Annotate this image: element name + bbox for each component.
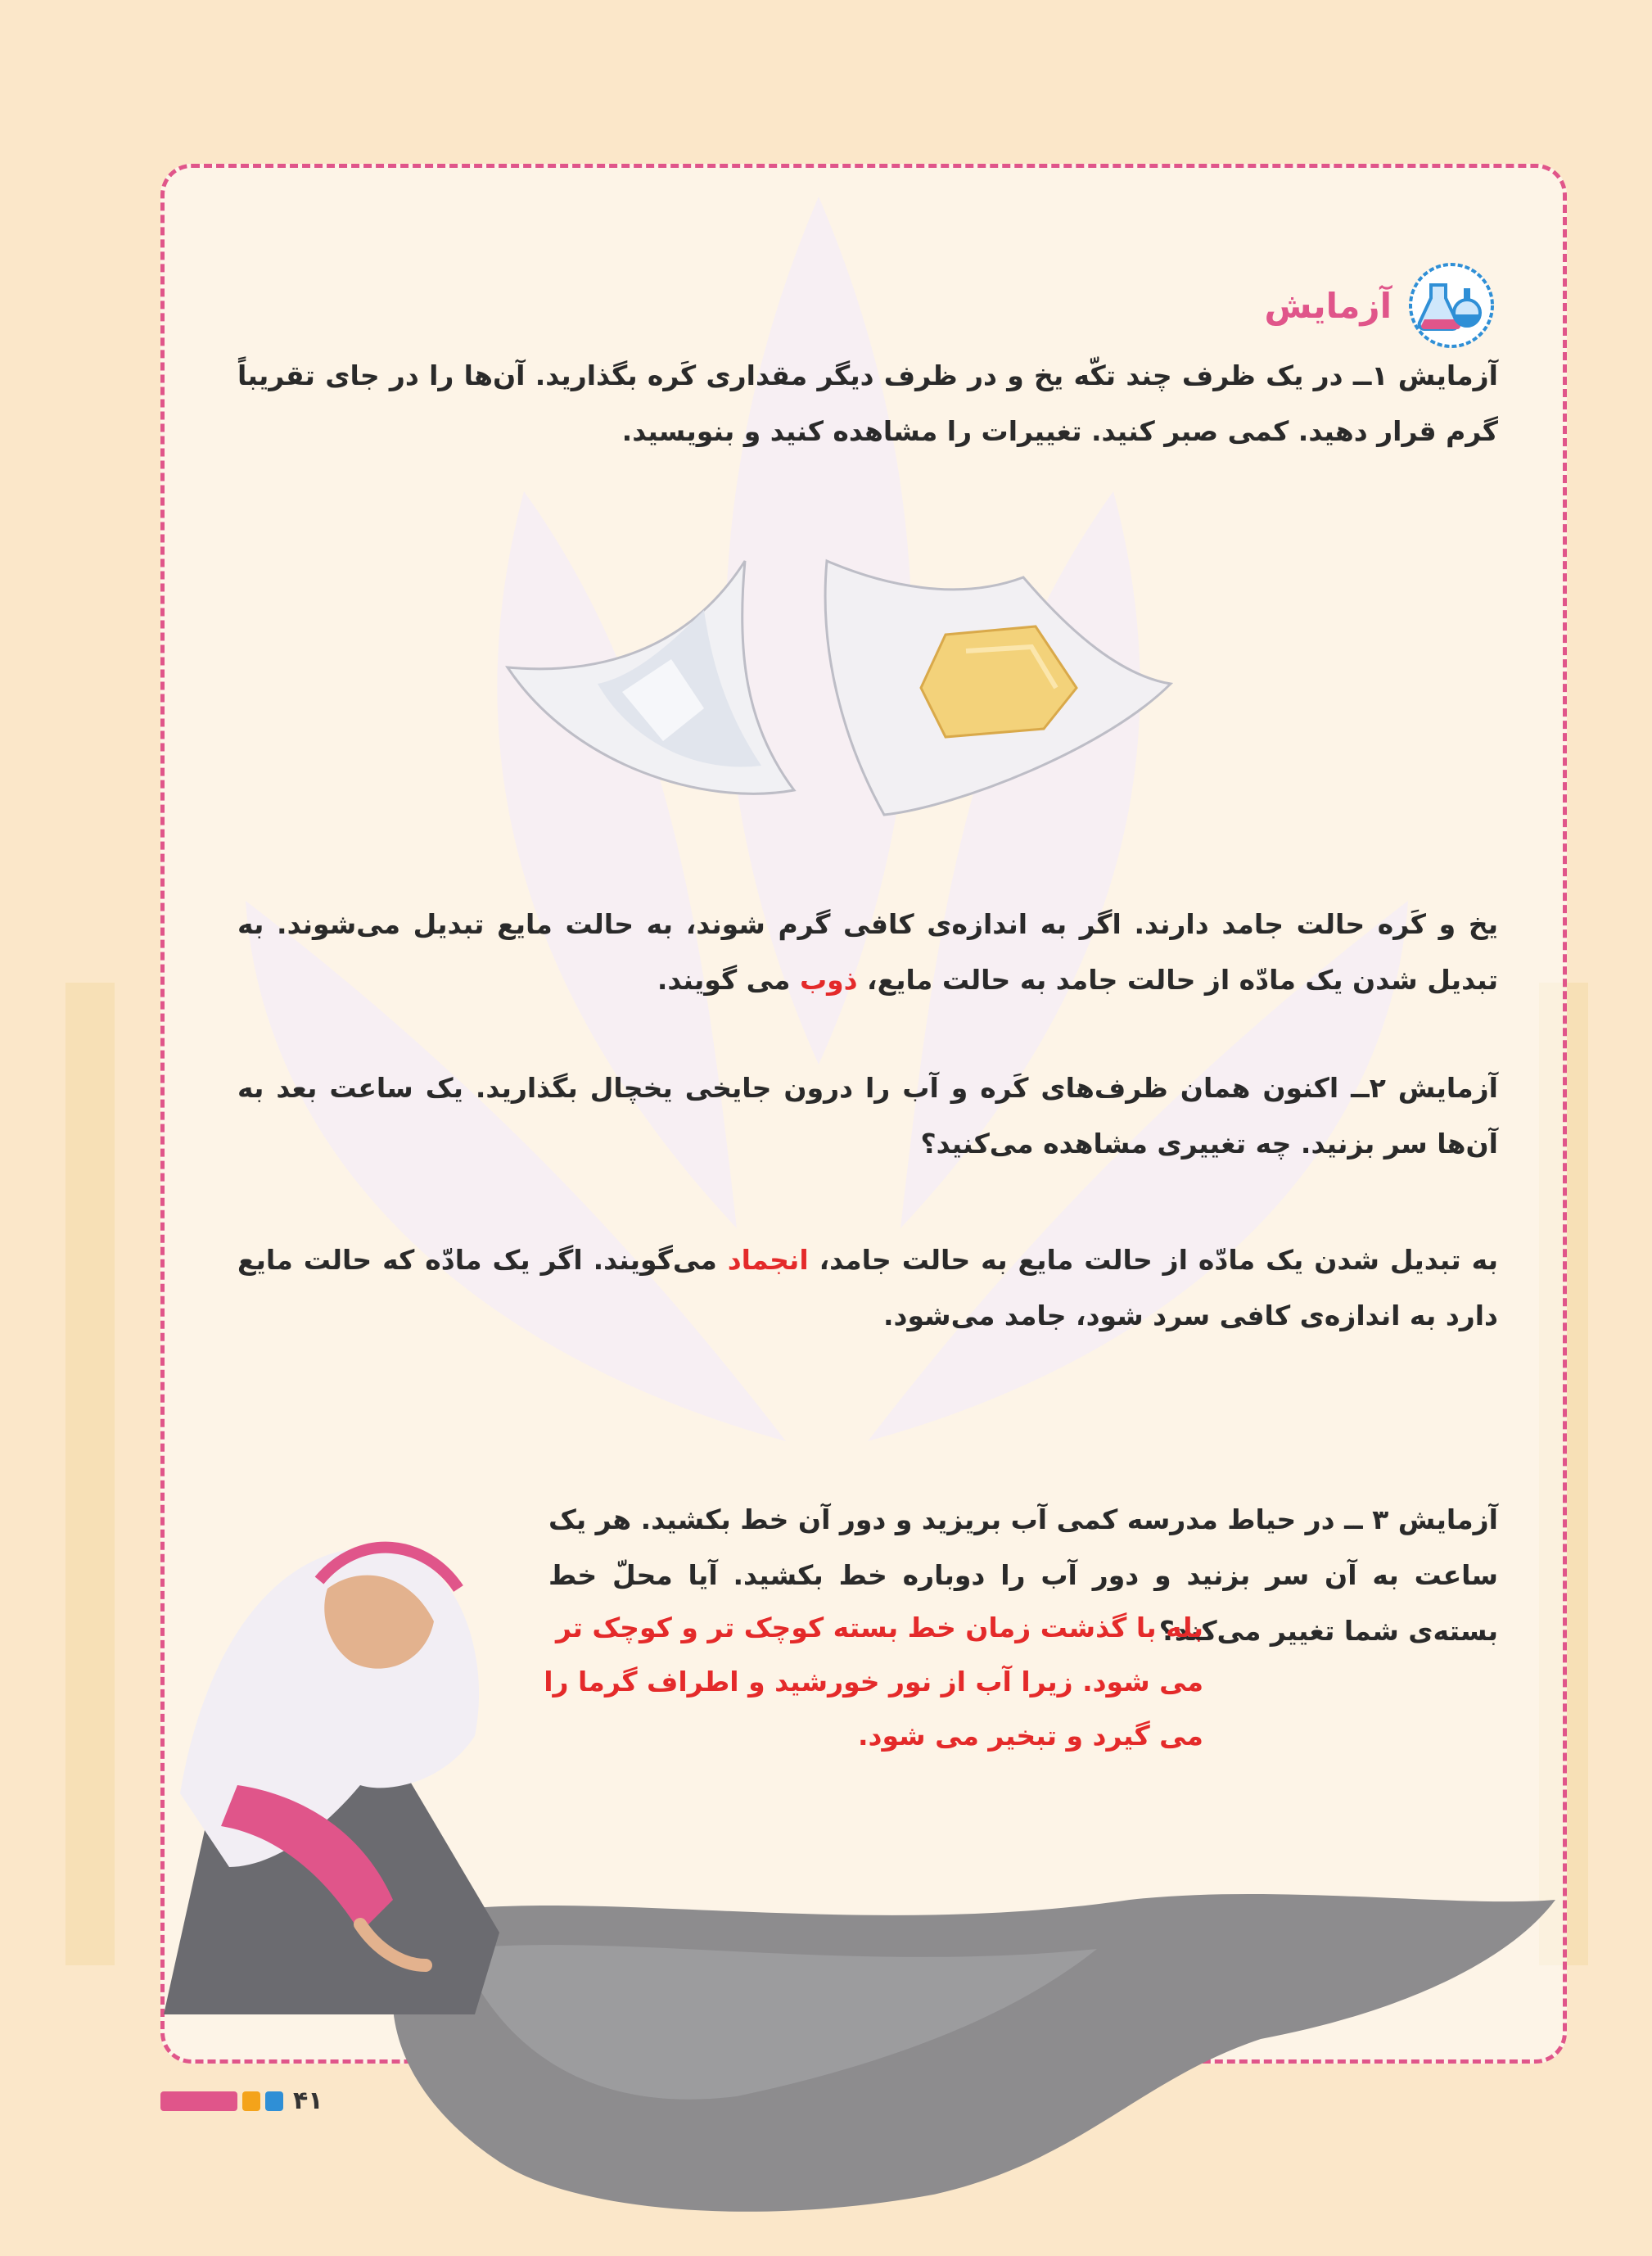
ice-butter-bowls-image [499, 512, 1179, 839]
term-freezing: انجماد [727, 1244, 809, 1276]
experiment-1-text: آزمایش ۱ــ در یک ظرف چند تکّه یخ و در ظرف دیگر مقداری کَره بگذارید. آن‌ها را در جای تقریباً گرم قرار دهید. کمی صبر کنید. تغییرات را مشاهده کنید و بنویسید. [237, 359, 1498, 447]
footer-blue-bar [265, 2091, 283, 2111]
section-header [1265, 260, 1497, 350]
experiment-2-text: آزمایش ۲ــ اکنون همان ظرف‌های کَره و آب را درون جایخی یخچال بگذارید. یک ساعت بعد به آن‌ها سر بزنید. چه تغییری مشاهده می‌کنید؟ [237, 1072, 1498, 1160]
footer-orange-bar [242, 2091, 260, 2111]
melting-text: یخ و کَره حالت جامد دارند. اگر به اندازه‌ی کافی گرم شوند، به حالت مایع تبدیل می‌شوند. به تبدیل شدن یک مادّه از حالت جامد به حالت مایع، ذوب می گویند. [237, 908, 1498, 996]
section-title: آزمایش [1264, 285, 1392, 326]
freezing-text: به تبدیل شدن یک مادّه از حالت مایع به حالت جامد، انجماد می‌گویند. اگر یک مادّه که حالت مایع دارد به اندازه‌ی کافی سرد شود، جامد می‌شود. [237, 1244, 1498, 1331]
flask-icon [1406, 260, 1496, 350]
experiment-3-text: آزمایش ۳ ــ در حیاط مدرسه کمی آب بریزید و دور آن خط بکشید. هر یک ساعت به آن سر بزنید و دور آب را دوباره خط بکشید. آیا محلّ خط بسته‌ی شما تغییر می‌کند؟ [548, 1503, 1498, 1647]
footer-pink-bar [160, 2091, 237, 2111]
term-melting: ذوب [799, 964, 858, 996]
page-number: ۴۱ [293, 2086, 323, 2115]
student-answer: بله با گذشت زمان خط بسته کوچک تر و کوچک تر می شود. زیرا آب از نور خورشید و اطراف گرما را می گیرد و تبخیر می شود. [544, 1612, 1203, 1752]
page-footer [160, 2086, 323, 2115]
